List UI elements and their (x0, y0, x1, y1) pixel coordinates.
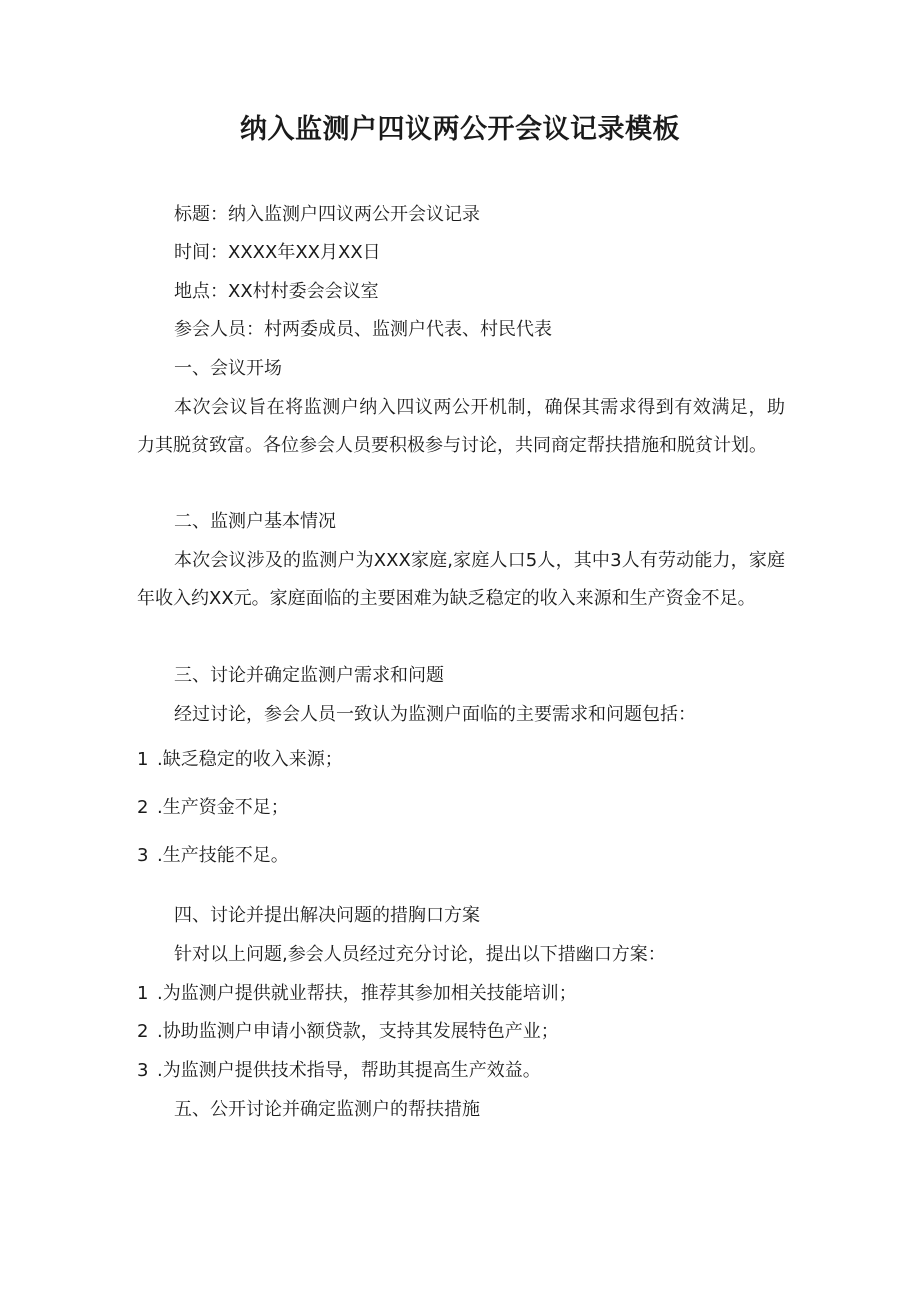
section4-intro: 针对以上问题,参会人员经过充分讨论，提出以下措幽口方案： (174, 944, 666, 965)
section2-heading: 二、监测户基本情况 (174, 511, 336, 532)
list-item-text: .缺乏稳定的收入来源； (157, 749, 343, 770)
document-title: 纳入监测户四议两公开会议记录模板 (240, 114, 680, 145)
list-item-number: 1 (137, 983, 149, 1004)
meta-attendees: 参会人员：村两委成员、监测户代表、村民代表 (174, 319, 552, 340)
list-item-text: .为监测户提供就业帮扶，推荐其参加相关技能培训； (157, 983, 577, 1004)
section3-intro: 经过讨论，参会人员一致认为监测户面临的主要需求和问题包括： (174, 704, 696, 725)
list-item-text: .为监测户提供技术指导，帮助其提高生产效益。 (157, 1060, 541, 1081)
list-item-number: 2 (137, 797, 149, 818)
list-item-text: .生产资金不足； (157, 797, 289, 818)
meta-time: 时间：XXXX年XX月XX日 (174, 242, 381, 263)
list-item (137, 1020, 559, 1044)
meta-subject: 标题：纳入监测户四议两公开会议记录 (174, 204, 480, 225)
section1-body: 本次会议旨在将监测户纳入四议两公开机制，确保其需求得到有效满足，助力其脱贫致富。各位参会人员要积极参与讨论，共同商定帮扶措施和脱贫计划。 (137, 397, 785, 456)
list-item (137, 844, 289, 868)
meta-place: 地点：XX村村委会会议室 (174, 281, 379, 302)
list-item-text: .协助监测户申请小额贷款，支持其发展特色产业； (157, 1021, 559, 1042)
list-item-number: 2 (137, 1021, 149, 1042)
section5-heading: 五、公开讨论并确定监测户的帮扶措施 (174, 1099, 480, 1120)
list-item (137, 1059, 541, 1083)
section4-heading: 四、讨论并提出解决问题的措胸口方案 (174, 905, 480, 926)
list-item-number: 1 (137, 749, 149, 770)
list-item-text: .生产技能不足。 (157, 845, 289, 866)
list-item-number: 3 (137, 845, 149, 866)
section1-heading: 一、会议开场 (174, 358, 282, 379)
list-item-number: 3 (137, 1060, 149, 1081)
list-item (137, 796, 289, 820)
section2-body: 本次会议涉及的监测户为XXX家庭,家庭人口5人，其中3人有劳动能力，家庭年收入约XX元。家庭面临的主要困难为缺乏稳定的收入来源和生产资金不足。 (137, 550, 785, 609)
list-item (137, 982, 577, 1006)
section3-heading: 三、讨论并确定监测户需求和问题 (174, 665, 444, 686)
list-item (137, 748, 343, 772)
